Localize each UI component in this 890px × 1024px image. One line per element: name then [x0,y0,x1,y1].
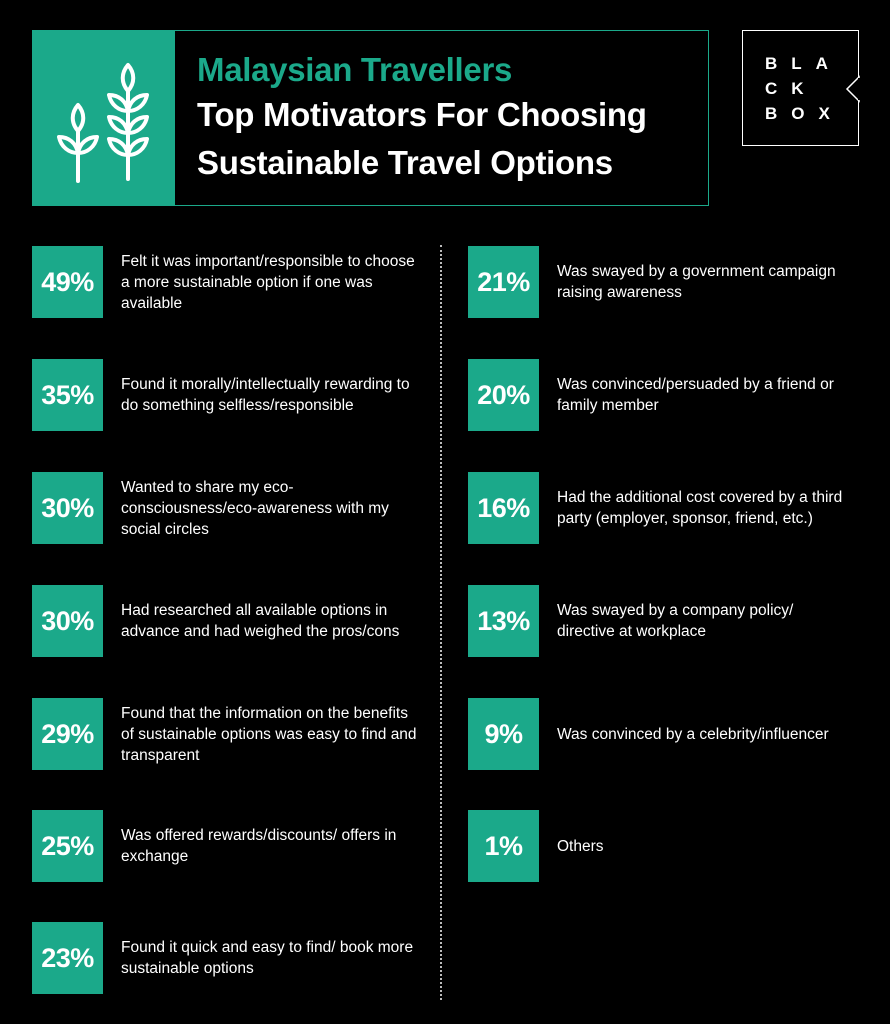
header-panel [32,30,709,206]
motivator-text: Others [557,837,604,855]
motivator-item [32,472,432,544]
motivator-text: Was swayed by a government campaign raising awareness [557,263,836,301]
title-line-1: Top Motivators For Choosing [197,96,647,133]
percentage-badge: 16% [468,472,539,544]
motivator-item [32,585,432,657]
motivator-text: Was convinced by a celebrity/influencer [557,725,829,743]
motivator-item [468,585,868,657]
percentage-badge: 20% [468,359,539,431]
logo-line-3: BOX [765,104,844,123]
percentage-badge: 30% [32,472,103,544]
motivator-text: Felt it was important/responsible to choose a more sustainable option if one was available [121,252,415,312]
motivator-item [468,246,868,318]
logo-line-2: CK [765,79,818,98]
percentage-badge: 1% [468,810,539,882]
plant-panel [33,31,175,205]
percentage-badge: 25% [32,810,103,882]
motivator-item [32,922,432,994]
blackbox-logo [742,30,859,146]
percentage-badge: 13% [468,585,539,657]
title-line-2: Sustainable Travel Options [197,144,613,181]
percentage-badge: 35% [32,359,103,431]
motivator-item [468,359,868,431]
title-accent: Malaysian Travellers [197,51,513,88]
motivator-item [468,810,868,882]
motivator-item [32,246,432,318]
motivator-text: Was convinced/persuaded by a friend or family member [557,376,834,414]
motivator-text: Found it quick and easy to find/ book more sustainable options [121,939,414,977]
motivator-item [32,698,432,770]
logo-line-1: BLA [765,54,842,73]
logo-notch-icon [743,31,860,147]
plant-sprouts-icon [33,31,175,207]
percentage-badge: 30% [32,585,103,657]
column-divider [440,245,442,1000]
motivator-text: Had researched all available options in advance and had weighed the pros/cons [121,602,400,640]
percentage-badge: 29% [32,698,103,770]
motivator-text: Was offered rewards/discounts/ offers in exchange [121,827,397,865]
motivator-text: Found that the information on the benefits of sustainable options was easy to find and transparent [121,704,417,764]
percentage-badge: 23% [32,922,103,994]
percentage-badge: 21% [468,246,539,318]
motivator-item [468,698,868,770]
motivator-text: Had the additional cost covered by a third party (employer, sponsor, friend, etc.) [557,489,843,527]
motivator-item [468,472,868,544]
title-block [197,49,647,187]
motivator-item [32,810,432,882]
motivator-text: Was swayed by a company policy/ directive at workplace [557,602,794,640]
motivator-text: Wanted to share my eco-consciousness/eco-awareness with my social circles [121,478,389,538]
percentage-badge: 9% [468,698,539,770]
motivator-item [32,359,432,431]
percentage-badge: 49% [32,246,103,318]
motivator-text: Found it morally/intellectually rewarding to do something selfless/responsible [121,376,410,414]
